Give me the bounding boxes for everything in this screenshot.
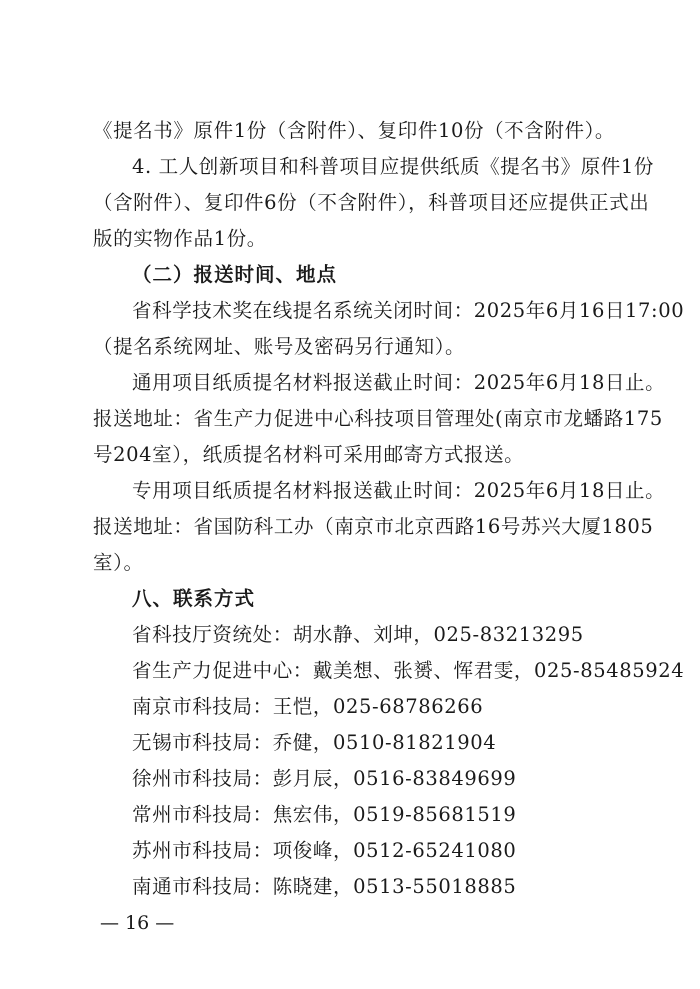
contact-line: 常州市科技局：焦宏伟，0519-85681519 bbox=[132, 803, 517, 826]
body-line: 省科学技术奖在线提名系统关闭时间：2025年6月16日17:00 bbox=[132, 299, 685, 322]
section-heading: 八、联系方式 bbox=[132, 587, 256, 610]
body-line: 《提名书》原件1份（含附件）、复印件10份（不含附件）。 bbox=[93, 119, 616, 142]
body-line: 报送地址：省国防科工办（南京市北京西路16号苏兴大厦1805 bbox=[93, 515, 654, 538]
body-line: 4. 工人创新项目和科普项目应提供纸质《提名书》原件1份 bbox=[132, 155, 655, 178]
contact-line: 省科技厅资统处：胡水静、刘坤，025-83213295 bbox=[132, 623, 584, 646]
contact-line: 徐州市科技局：彭月辰，0516-83849699 bbox=[132, 767, 517, 790]
contact-line: 苏州市科技局：项俊峰，0512-65241080 bbox=[132, 839, 517, 862]
body-line: （含附件）、复印件6份（不含附件），科普项目还应提供正式出 bbox=[93, 191, 650, 214]
body-line: 号204室），纸质提名材料可采用邮寄方式报送。 bbox=[93, 443, 525, 466]
contact-line: 南京市科技局：王恺，025-68786266 bbox=[132, 695, 484, 718]
body-line: 版的实物作品1份。 bbox=[93, 227, 267, 250]
section-heading: （二）报送时间、地点 bbox=[132, 263, 338, 286]
body-line: 室）。 bbox=[93, 551, 144, 574]
body-line: 专用项目纸质提名材料报送截止时间：2025年6月18日止。 bbox=[132, 479, 666, 502]
body-line: 通用项目纸质提名材料报送截止时间：2025年6月18日止。 bbox=[132, 371, 666, 394]
body-line: 报送地址：省生产力促进中心科技项目管理处(南京市龙蟠路175 bbox=[93, 407, 663, 430]
contact-line: 省生产力促进中心：戴美想、张赟、恽君雯，025-85485924 bbox=[132, 659, 685, 682]
body-line: （提名系统网址、账号及密码另行通知）。 bbox=[93, 335, 466, 358]
contact-line: 南通市科技局：陈晓建，0513-55018885 bbox=[132, 875, 517, 898]
contact-line: 无锡市科技局：乔健，0510-81821904 bbox=[132, 731, 497, 754]
page-number: — 16 — bbox=[100, 912, 175, 934]
